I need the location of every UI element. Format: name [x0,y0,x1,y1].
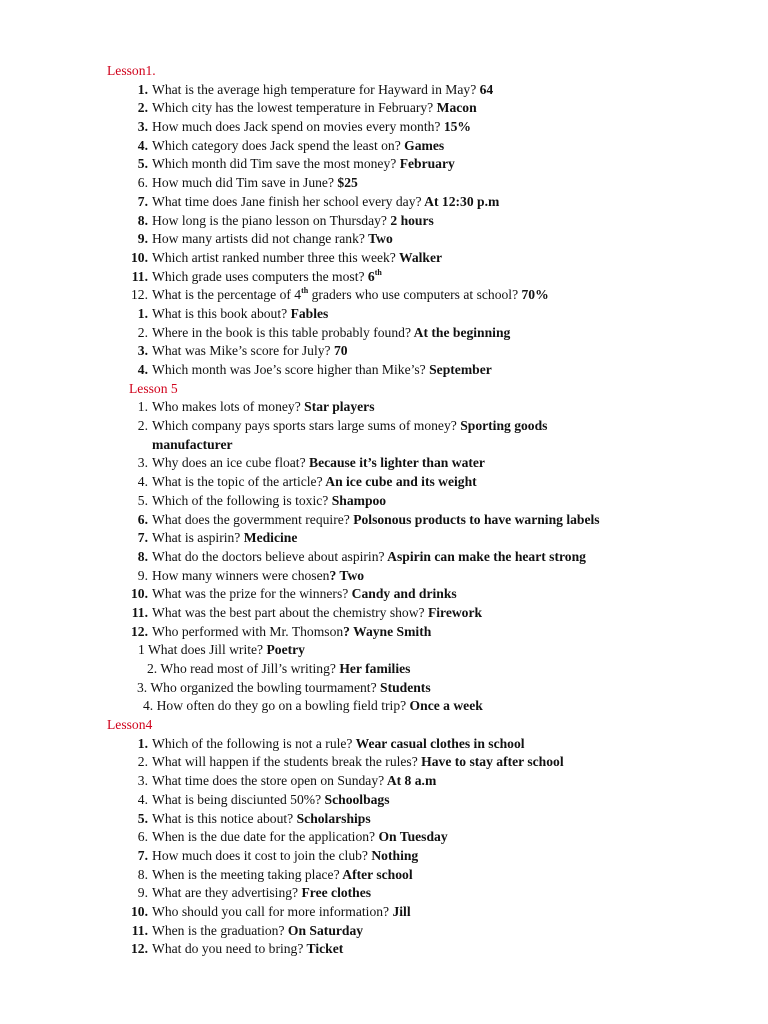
question-prompt: How often do they go on a bowling field trip? [153,698,407,714]
question-text [152,772,436,791]
question-number: 11. [131,604,148,620]
question-prompt: What is this book about? [152,305,288,321]
question-text [152,585,457,604]
question-number: 5. [137,492,148,508]
question-prompt: Who read most of Jill’s writing? [157,661,336,676]
question-text [152,342,348,361]
question-line [0,697,768,716]
question-prompt: Which of the following is not a rule? [152,735,353,751]
question-number: 8. [137,866,148,882]
answer-text: 70 [330,343,348,359]
question-prompt: Who makes lots of money? [152,399,301,415]
answer-text: Candy and drinks [348,586,457,602]
question-line [0,791,768,810]
question-text [152,567,364,586]
question-prompt: What do you need to bring? [152,941,304,957]
question-text [152,324,510,343]
question-text [152,174,358,193]
question-line [0,529,768,548]
question-line [0,286,768,305]
question-line [0,679,768,698]
question-line [0,155,768,174]
question-line [0,417,768,436]
question-number: 3. [137,679,148,695]
question-prompt: Which of the following is toxic? [152,492,329,508]
answer-text: Poetry [263,642,305,658]
section-heading [0,716,768,735]
question-number: 8. [137,212,148,228]
question-line [0,454,768,473]
question-line [0,193,768,212]
question-number: 3. [137,773,148,789]
question-number: 4. [137,362,148,377]
question-line [0,361,768,380]
question-number: 9. [137,231,148,247]
question-text [152,249,442,268]
answer-text: On Tuesday [375,829,448,845]
question-text [152,492,386,511]
answer-text: Games [400,137,445,153]
question-prompt: What was the best part about the chemistry show? [152,604,425,620]
question-text [152,884,371,903]
question-number: 2. [137,100,148,116]
question-line [0,81,768,100]
question-prompt: How many artists did not change rank? [152,231,365,247]
answer-text: 2 hours [386,212,434,228]
question-prompt: Which company pays sports stars large sums of money? [152,418,457,434]
question-prompt: How much does Jack spend on movies every month? [152,119,441,135]
question-number: 2. [137,324,148,340]
question-text [138,641,305,660]
question-text [152,118,471,137]
question-line [0,922,768,941]
question-prompt: When is the due date for the application? [152,829,376,845]
question-text [152,268,382,287]
answer-text: Two [364,231,393,247]
question-number: 6. [137,511,148,527]
question-text [152,81,493,100]
question-line [0,753,768,772]
question-line [0,641,768,660]
question-prompt: What is the topic of the article? [152,474,323,490]
answer-text: Fables [287,305,329,321]
question-number: 3. [137,455,148,471]
answer-text: Because it’s lighter than water [305,455,485,471]
answer-text: Schoolbags [321,791,390,807]
question-text [152,922,363,941]
answer-text: $25 [334,175,358,191]
answer-text: Ticket [303,941,344,957]
question-text [152,828,448,847]
question-number: 9. [137,885,148,901]
question-line [0,828,768,847]
question-prompt: Who performed with Mr. Thomson [152,623,344,639]
question-number: 11. [131,268,148,284]
question-prompt: What do the doctors believe about aspirin? [152,548,385,564]
answer-text: At the beginning [410,324,511,340]
question-number: 6. [137,829,148,845]
question-number: 10. [131,249,148,265]
question-number: 5. [137,810,148,826]
answer-text: manufacturer [152,436,233,452]
question-text [152,193,499,212]
question-number: 3. [137,119,148,135]
question-text [152,753,564,772]
question-text [152,791,390,810]
answer-text: Her families [335,661,411,676]
question-text [152,810,371,829]
answer-text: Sporting goods [456,418,548,434]
answer-text: February [396,156,455,172]
question-line [0,398,768,417]
answer-text: Scholarships [293,810,371,826]
answer-text: Once a week [406,698,483,714]
question-text [152,137,444,156]
question-line [0,548,768,567]
question-number: 12. [131,623,148,639]
question-number: 4. [137,137,148,153]
question-prompt: How many winners were chosen [152,567,330,583]
answer-text: Have to stay after school [417,754,564,770]
question-text [152,230,393,249]
question-line [0,342,768,361]
question-number: 7. [137,530,148,546]
question-prompt: Who organized the bowling tourmament? [147,679,377,695]
question-number: 1. [137,81,148,97]
answer-text: At 12:30 p.m [421,193,500,209]
question-text [152,604,482,623]
question-prompt: What are they advertising? [152,885,299,901]
question-line [0,249,768,268]
answer-text: September [425,362,492,377]
section-heading-text: Lesson1. [107,63,156,78]
answer-key-document [0,62,768,959]
question-text [152,847,418,866]
question-prompt: Which month was Joe’s score higher than Mike’s? [152,362,426,377]
question-number: 12. [131,941,148,957]
answer-text: Walker [395,249,443,265]
section-heading-text: Lesson 5 [129,380,178,396]
question-line [0,305,768,324]
question-prompt: Where in the book is this table probably found? [152,324,411,340]
question-text [152,212,434,231]
question-line [0,99,768,118]
question-number: 10. [131,586,148,602]
question-prompt: Why does an ice cube float? [152,455,306,471]
question-text [152,511,600,530]
answer-text: ? Two [329,567,365,583]
question-line [0,473,768,492]
question-line [0,847,768,866]
question-prompt: What time does the store open on Sunday? [152,773,385,789]
answer-text: At 8 a.m [384,773,437,789]
answer-text: On Saturday [284,922,364,938]
question-number: 6. [137,175,148,191]
question-line [0,212,768,231]
answer-text: Aspirin can make the heart strong [384,548,586,564]
question-number: 2. [147,661,158,676]
answer-text: Firework [424,604,483,620]
question-text [152,436,233,455]
section-heading [0,62,768,81]
question-prompt: What does the govermment require? [152,511,350,527]
question-number: 1. [137,305,148,321]
question-text [143,697,483,716]
question-number: 4. [137,474,148,490]
question-text [152,548,586,567]
answer-text: An ice cube and its weight [322,474,477,490]
question-text [147,660,410,679]
question-prompt: Who should you call for more information? [152,903,390,919]
question-number: 10. [131,903,148,919]
question-line [0,174,768,193]
question-text [152,454,485,473]
question-number: 12. [131,287,148,303]
question-prompt: What does Jill write? [144,642,264,658]
question-text [152,155,455,174]
question-line [0,903,768,922]
question-number: 11. [131,922,148,938]
question-prompt: What will happen if the students break the rules? [152,754,418,770]
answer-text: Nothing [367,847,419,863]
question-line [0,230,768,249]
question-line [0,884,768,903]
question-number: 3. [137,343,148,359]
question-text [152,940,343,959]
question-text [152,473,477,492]
question-number: 5. [137,156,148,172]
answer-text: Medicine [240,530,298,546]
question-prompt: What is aspirin? [152,530,241,546]
section-heading [0,380,768,399]
question-line [0,940,768,959]
question-line [0,324,768,343]
question-line [0,118,768,137]
question-number: 7. [137,847,148,863]
question-line [0,623,768,642]
answer-text: 6th [364,267,382,284]
answer-text: Macon [433,100,477,116]
question-text [152,529,297,548]
question-prompt: What is this notice about? [152,810,294,826]
answer-text: After school [339,866,413,882]
question-prompt: What time does Jane finish her school every day? [152,193,422,209]
answer-text: Jill [389,903,411,919]
question-text [152,735,525,754]
answer-text: ? Wayne Smith [343,623,432,639]
answer-text: Free clothes [298,885,372,901]
question-text [152,903,411,922]
question-line [0,660,768,679]
answer-text: 70% [518,287,549,303]
answer-text: 15% [440,119,472,135]
answer-text: Students [376,679,431,695]
question-line [0,772,768,791]
question-line [0,567,768,586]
question-text [152,398,375,417]
question-line [0,735,768,754]
question-prompt: Which month did Tim save the most money? [152,156,397,172]
question-line [0,810,768,829]
question-prompt: What was the prize for the winners? [152,586,349,602]
question-line [0,436,768,455]
question-number: 1 [138,642,145,658]
question-prompt: When is the meeting taking place? [152,866,340,882]
question-line [0,492,768,511]
question-prompt: Which category does Jack spend the least on? [152,137,401,153]
question-line [0,137,768,156]
question-text [152,417,547,436]
answer-text: Shampoo [328,492,387,508]
question-line [0,268,768,287]
question-text [152,361,492,380]
question-number: 9. [137,567,148,583]
question-number: 4. [137,791,148,807]
question-prompt: How much did Tim save in June? [152,175,335,191]
question-text [152,623,431,642]
question-prompt: Which grade uses computers the most? [152,268,365,284]
question-line [0,866,768,885]
question-text [152,866,413,885]
question-text [152,99,477,118]
question-number: 1. [137,735,148,751]
question-number: 8. [137,548,148,564]
question-line [0,585,768,604]
question-prompt: Which artist ranked number three this week? [152,249,396,265]
question-prompt: When is the graduation? [152,922,285,938]
question-line [0,604,768,623]
question-prompt: How long is the piano lesson on Thursday? [152,212,387,228]
question-prompt: What is the average high temperature for Hayward in May? [152,81,477,97]
question-number: 2. [137,754,148,770]
question-prompt: What was Mike’s score for July? [152,343,331,359]
question-text [137,679,431,698]
question-prompt: How much does it cost to join the club? [152,847,368,863]
question-number: 4. [143,698,154,714]
question-line [0,511,768,530]
question-text [152,286,549,305]
question-prompt: What is the percentage of 4th graders who use computers at school? [152,286,519,303]
question-number: 1. [137,399,148,415]
question-prompt: Which city has the lowest temperature in February? [152,100,434,116]
section-heading-text: Lesson4 [107,717,153,733]
answer-text: Polsonous products to have warning labels [349,511,600,527]
question-number: 7. [137,193,148,209]
answer-text: Star players [300,399,375,415]
question-number: 2. [137,418,148,434]
answer-text: 64 [476,81,494,97]
answer-text: Wear casual clothes in school [352,735,525,751]
question-text [152,305,328,324]
question-prompt: What is being disciunted 50%? [152,791,322,807]
